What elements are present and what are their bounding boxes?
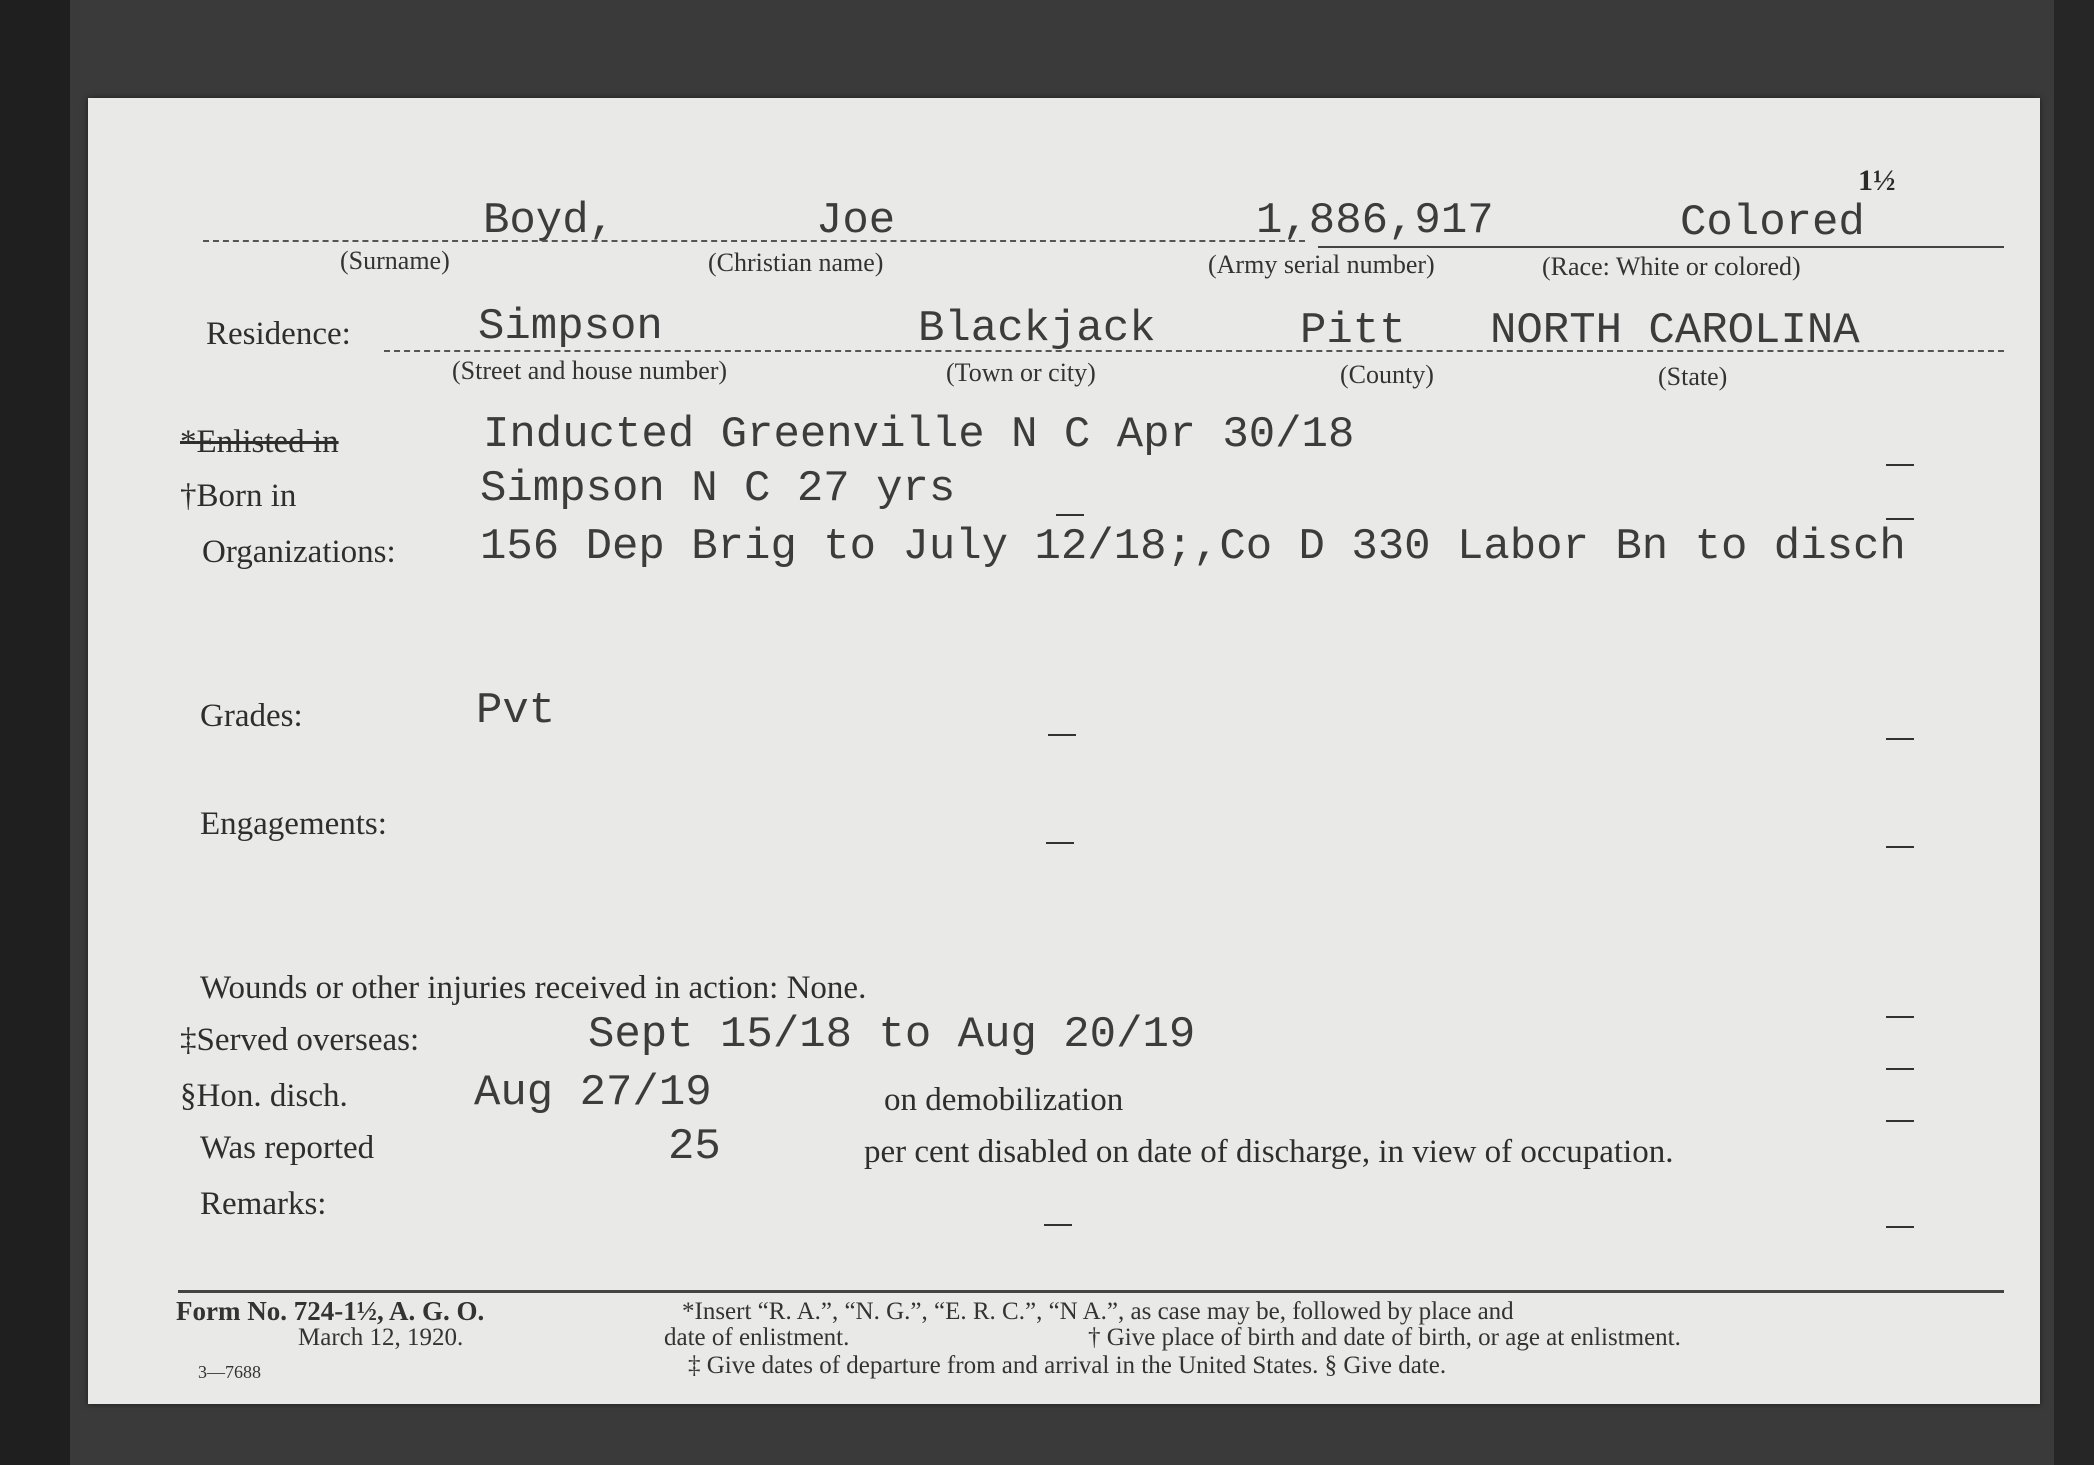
residence-county-value: Pitt <box>1300 306 1406 356</box>
reported-note: per cent disabled on date of discharge, in view of occupation. <box>864 1134 1674 1170</box>
discharge-label: §Hon. disch. <box>180 1078 348 1114</box>
enlisted-value: Inducted Greenville N C Apr 30/18 <box>483 410 1355 460</box>
header-line-right <box>1318 246 2004 248</box>
margin-tick <box>1886 1226 1914 1228</box>
overseas-value: Sept 15/18 to Aug 20/19 <box>588 1010 1196 1060</box>
header-line <box>203 240 1305 242</box>
margin-tick <box>1886 1068 1914 1070</box>
serial-caption: (Army serial number) <box>1208 250 1435 279</box>
margin-tick <box>1046 842 1074 844</box>
race-value: Colored <box>1680 198 1865 248</box>
reported-value: 25 <box>668 1122 721 1172</box>
margin-tick <box>1886 738 1914 740</box>
scan-background-right <box>2054 0 2094 1465</box>
engagements-label: Engagements: <box>200 806 387 842</box>
margin-tick <box>1886 846 1914 848</box>
town-caption: (Town or city) <box>946 358 1096 387</box>
surname-caption: (Surname) <box>340 246 450 275</box>
footnote-line-3: ‡ Give dates of departure from and arrival in the United States. § Give date. <box>688 1352 1447 1379</box>
christian-name-caption: (Christian name) <box>708 248 884 277</box>
residence-line <box>384 350 2004 352</box>
organizations-value: 156 Dep Brig to July 12/18;,Co D 330 Labor Bn to disch <box>480 522 1906 572</box>
service-record-card <box>88 98 2040 1404</box>
state-caption: (State) <box>1658 362 1728 391</box>
remarks-label: Remarks: <box>200 1186 327 1222</box>
grades-value: Pvt <box>476 686 556 736</box>
discharge-value: Aug 27/19 <box>474 1068 712 1118</box>
surname-value: Boyd, <box>483 196 616 246</box>
margin-tick <box>1886 464 1914 466</box>
margin-tick <box>1886 1120 1914 1122</box>
born-value: Simpson N C 27 yrs <box>480 464 956 514</box>
fraction-mark: 1½ <box>1858 164 1896 197</box>
organizations-label: Organizations: <box>202 534 396 570</box>
scan-background-left <box>0 0 70 1465</box>
enlisted-label: *Enlisted in <box>180 424 339 460</box>
county-caption: (County) <box>1340 360 1434 389</box>
residence-label: Residence: <box>206 316 351 352</box>
margin-tick <box>1886 518 1914 520</box>
form-date: March 12, 1920. <box>298 1324 464 1351</box>
footer-rule <box>178 1290 2004 1293</box>
margin-tick <box>1886 1016 1914 1018</box>
wounds-label: Wounds or other injuries received in action: None. <box>200 970 867 1006</box>
margin-tick <box>1044 1224 1072 1226</box>
residence-town-value: Blackjack <box>918 304 1156 354</box>
margin-tick <box>1056 514 1084 516</box>
christian-name-value: Joe <box>816 196 896 246</box>
grades-label: Grades: <box>200 698 303 734</box>
born-label: †Born in <box>180 478 297 514</box>
residence-street-value: Simpson <box>478 302 663 352</box>
overseas-label: ‡Served overseas: <box>180 1022 420 1058</box>
footnote-line-2b: † Give place of birth and date of birth, or age at enlistment. <box>1088 1324 1681 1351</box>
discharge-note: on demobilization <box>884 1082 1124 1118</box>
residence-state-value: NORTH CAROLINA <box>1490 306 1860 356</box>
footnote-line-2: date of enlistment. <box>664 1324 850 1351</box>
serial-number-value: 1,886,917 <box>1256 196 1494 246</box>
form-number: Form No. 724-1½, A. G. O. <box>176 1296 485 1326</box>
street-caption: (Street and house number) <box>452 356 728 385</box>
print-code: 3—7688 <box>198 1362 261 1382</box>
reported-label: Was reported <box>200 1130 375 1166</box>
footnote-line-1: *Insert “R. A.”, “N. G.”, “E. R. C.”, “N A.”, as case may be, followed by place and <box>682 1298 1514 1325</box>
margin-tick <box>1048 734 1076 736</box>
race-caption: (Race: White or colored) <box>1542 252 1801 281</box>
